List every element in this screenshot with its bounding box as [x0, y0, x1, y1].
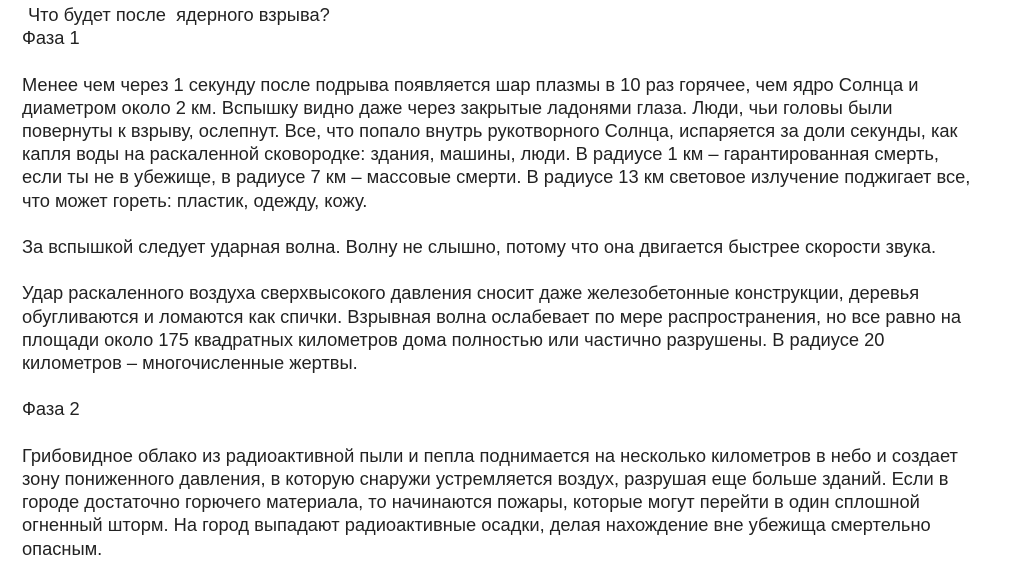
- text-line: что может гореть: пластик, одежду, кожу.: [22, 189, 368, 211]
- paragraph-pressure: [22, 281, 1017, 374]
- text-line: опасным.: [22, 537, 103, 559]
- text-line: обугливаются и ломаются как спички. Взрывная волна ослабевает по мере распространения, но все равно на: [22, 305, 961, 327]
- text-line: площади около 175 квадратных километров дома полностью или частично разрушены. В радиусе 20: [22, 328, 885, 350]
- text-line: Менее чем через 1 секунду после подрыва появляется шар плазмы в 10 раз горячее, чем ядро Солнца и: [22, 73, 919, 95]
- text-line: Удар раскаленного воздуха сверхвысокого давления сносит даже железобетонные конструкции, деревья: [22, 282, 920, 304]
- paragraph-spacer: [22, 258, 1017, 281]
- text-line: городе достаточно горючего материала, то начинаются пожары, которые могут перейти в один сплошной: [22, 491, 920, 513]
- text-line: Грибовидное облако из радиоактивной пыли и пепла поднимается на несколько километров в небо и создает: [22, 444, 958, 466]
- text-line: огненный шторм. На город выпадают радиоактивные осадки, делая нахождение вне убежища смертельно: [22, 514, 931, 536]
- text-line: повернуты к взрыву, ослепнут. Все, что попало внутрь рукотворного Солнца, испаряется за доли секунды, как: [22, 120, 958, 141]
- document-title: Что будет после ядерного взрыва?: [28, 4, 330, 25]
- text-line: диаметром около 2 км. Вспышку видно даже через закрытые ладонями глаза. Люди, чьи головы были: [22, 96, 893, 118]
- paragraph-spacer: [22, 421, 1017, 444]
- text-line: капля воды на раскаленной сковородке: здания, машины, люди. В радиусе 1 км – гарантированная смерть,: [22, 143, 940, 165]
- paragraph-shockwave: [22, 235, 1017, 258]
- text-line: За вспышкой следует ударная волна. Волну не слышно, потому что она двигается быстрее скорости звука.: [22, 236, 937, 257]
- text-line: зону пониженного давления, в которую снаружи устремляется воздух, разрушая еще больше зданий. Если в: [22, 467, 949, 489]
- document-body: [22, 3, 1017, 560]
- paragraph-mushroom-cloud: [22, 444, 1017, 560]
- paragraph-spacer: [22, 212, 1017, 235]
- phase-1-heading: Фаза 1: [22, 27, 80, 49]
- paragraph-flash: [22, 73, 1017, 212]
- phase-2-heading: Фаза 2: [22, 398, 80, 420]
- paragraph-spacer: [22, 49, 1017, 72]
- text-line: километров – многочисленные жертвы.: [22, 352, 358, 373]
- text-line: если ты не в убежище, в радиусе 7 км – массовые смерти. В радиусе 13 км световое излучение поджигает все,: [22, 166, 971, 188]
- paragraph-spacer: [22, 374, 1017, 397]
